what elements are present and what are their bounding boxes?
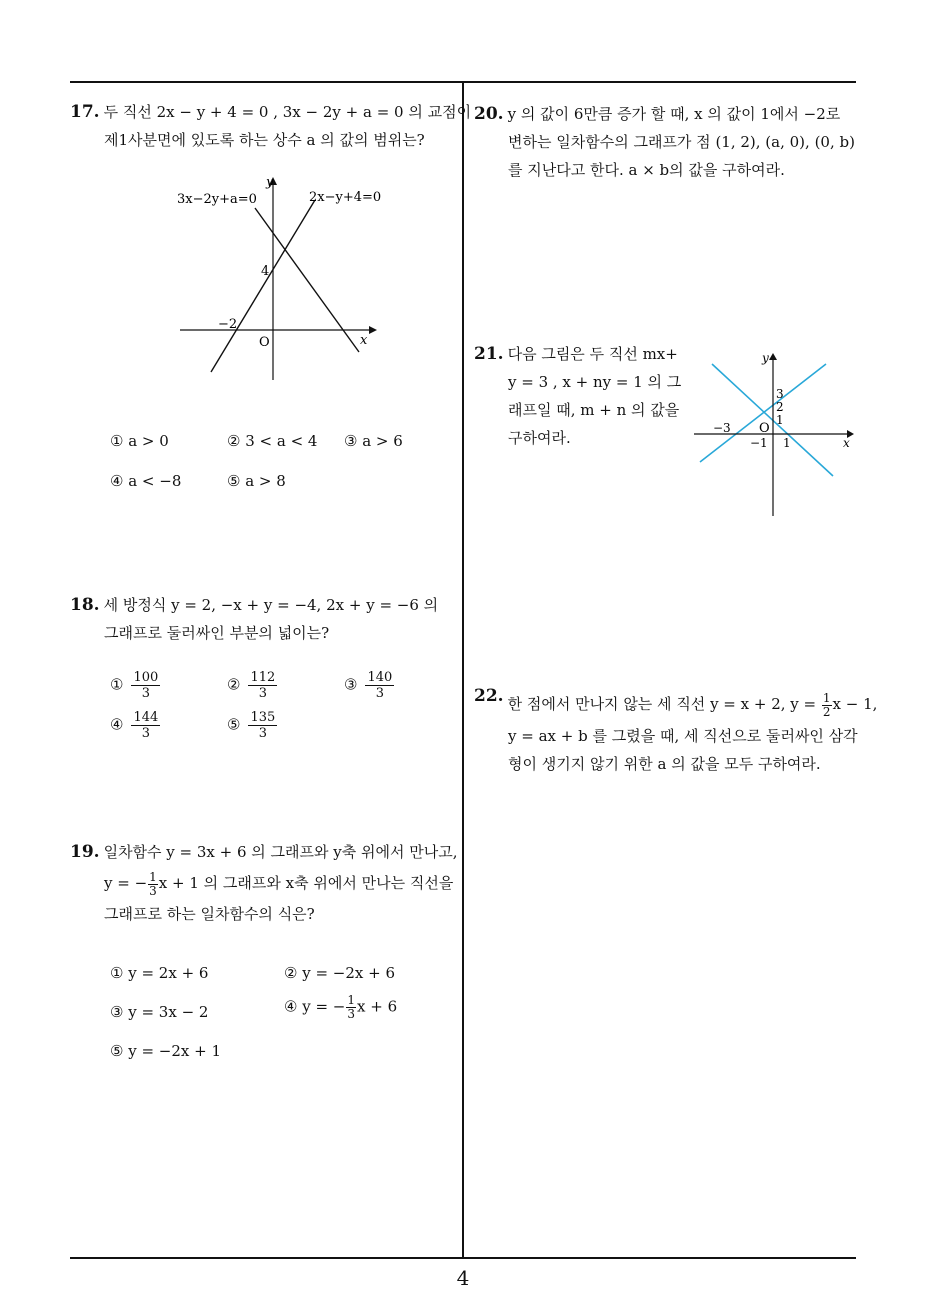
option-1[interactable] <box>110 670 160 701</box>
text-segment: ④ y = − <box>284 997 346 1016</box>
y-axis-arrow <box>769 353 777 360</box>
question-text: 제1사분면에 있도록 하는 상수 a 의 값의 범위는? <box>104 131 425 149</box>
question-number: 17. <box>70 102 100 122</box>
question-number: 21. <box>474 344 504 364</box>
page-number: 4 <box>456 1266 470 1290</box>
x-axis-arrow <box>369 326 377 334</box>
question-text: y = 3 , x + ny = 1 의 그 <box>508 373 682 391</box>
option-3[interactable]: ③ a > 6 <box>344 432 403 450</box>
y-axis-label: y <box>762 351 769 365</box>
question-text: 그래프로 둘러싸인 부분의 넓이는? <box>104 624 330 642</box>
denominator: 3 <box>258 686 267 701</box>
question-text: 그래프로 하는 일차함수의 식은? <box>104 905 315 923</box>
q21-graph <box>690 348 860 520</box>
option-4[interactable] <box>110 710 160 741</box>
option-4[interactable]: ④ a < −8 <box>110 472 182 490</box>
fraction <box>148 871 158 898</box>
denominator: 3 <box>347 1007 356 1021</box>
question-text: 구하여라. <box>508 429 571 447</box>
option-2[interactable]: ② 3 < a < 4 <box>227 432 318 450</box>
question-21 <box>474 340 681 452</box>
option-mark: ① <box>110 675 124 694</box>
option-mark: ③ <box>344 675 358 694</box>
question-22 <box>474 686 877 778</box>
tick-x-neg2: −2 <box>218 317 238 332</box>
option-2[interactable]: ② y = −2x + 6 <box>284 964 396 982</box>
text-segment: 한 점에서 만나지 않는 세 직선 y = x + 2, y = <box>507 695 821 713</box>
text-segment: x + 1 의 그래프와 x축 위에서 만나는 직선을 <box>158 874 454 892</box>
bottom-rule <box>70 1257 856 1259</box>
option-mark: ④ <box>110 715 124 734</box>
numerator: 1 <box>347 993 356 1007</box>
tick-y-3: 3 <box>776 387 784 401</box>
fraction <box>131 710 160 741</box>
column-divider <box>462 81 464 1259</box>
numerator: 135 <box>250 710 276 725</box>
fraction <box>365 670 394 701</box>
question-text: y = ax + b 를 그렸을 때, 세 직선으로 둘러싸인 삼각 <box>508 727 858 745</box>
fraction <box>248 710 277 741</box>
y-axis-label: y <box>266 175 274 190</box>
question-20 <box>474 100 855 184</box>
option-mark: ⑤ <box>227 715 241 734</box>
question-text: 세 방정식 y = 2, −x + y = −4, 2x + y = −6 의 <box>103 596 439 614</box>
numerator: 140 <box>367 670 393 685</box>
question-number: 19. <box>70 842 100 862</box>
numerator: 1 <box>149 869 157 884</box>
numerator: 1 <box>822 690 831 705</box>
line-label-a: 3x−2y+a=0 <box>177 192 257 207</box>
question-text: 를 지난다고 한다. a × b의 값을 구하여라. <box>508 161 785 179</box>
option-1[interactable]: ① a > 0 <box>110 432 169 450</box>
tick-x-neg1: −1 <box>750 436 768 450</box>
tick-y-1: 1 <box>776 413 784 427</box>
option-3[interactable] <box>344 670 394 701</box>
origin-label: O <box>259 335 270 350</box>
option-3[interactable]: ③ y = 3x − 2 <box>110 1003 209 1021</box>
question-text: 다음 그림은 두 직선 mx+ <box>507 345 678 363</box>
numerator: 144 <box>133 710 159 725</box>
question-text: 형이 생기지 않기 위한 a 의 값을 모두 구하여라. <box>508 755 821 773</box>
line-label-b: 2x−y+4=0 <box>309 190 382 205</box>
denominator: 3 <box>375 686 384 701</box>
fraction <box>346 994 356 1021</box>
option-2[interactable] <box>227 670 277 701</box>
fraction <box>131 670 160 701</box>
denominator: 3 <box>141 686 150 701</box>
denominator: 3 <box>258 726 267 741</box>
tick-x-neg3: −3 <box>713 421 731 435</box>
denominator: 3 <box>141 726 150 741</box>
denominator: 2 <box>822 704 831 719</box>
question-19 <box>70 838 458 928</box>
question-number: 18. <box>70 595 100 615</box>
question-17 <box>70 98 471 154</box>
question-text: 일차함수 y = 3x + 6 의 그래프와 y축 위에서 만나고, <box>103 843 458 861</box>
option-4[interactable] <box>284 994 397 1021</box>
option-5[interactable]: ⑤ a > 8 <box>227 472 286 490</box>
tick-y-2: 2 <box>776 400 784 414</box>
text-segment: x − 1, <box>832 695 878 713</box>
origin-label: O <box>759 421 770 436</box>
denominator: 3 <box>149 883 157 898</box>
question-text: 변하는 일차함수의 그래프가 점 (1, 2), (a, 0), (0, b) <box>508 133 855 151</box>
text-segment: y = − <box>104 874 148 892</box>
option-1[interactable]: ① y = 2x + 6 <box>110 964 209 982</box>
option-mark: ② <box>227 675 241 694</box>
question-number: 22. <box>474 686 504 706</box>
x-axis-label: x <box>360 333 368 348</box>
text-segment: x + 6 <box>357 997 398 1016</box>
question-number: 20. <box>474 104 504 124</box>
numerator: 112 <box>250 670 276 685</box>
question-text: 두 직선 2x − y + 4 = 0 , 3x − 2y + a = 0 의 교점이 <box>103 103 472 121</box>
question-text: 래프일 때, m + n 의 값을 <box>508 401 680 419</box>
question-text <box>70 866 458 900</box>
tick-x-1: 1 <box>783 436 791 450</box>
question-18 <box>70 591 438 647</box>
fraction <box>822 692 832 719</box>
numerator: 100 <box>133 670 159 685</box>
option-5[interactable]: ⑤ y = −2x + 1 <box>110 1042 222 1060</box>
x-axis-label: x <box>843 436 850 450</box>
tick-y-4: 4 <box>261 264 270 279</box>
fraction <box>248 670 277 701</box>
q17-graph <box>170 172 385 384</box>
question-text: y 의 값이 6만큼 증가 할 때, x 의 값이 1에서 −2로 <box>507 105 841 123</box>
option-5[interactable] <box>227 710 277 741</box>
